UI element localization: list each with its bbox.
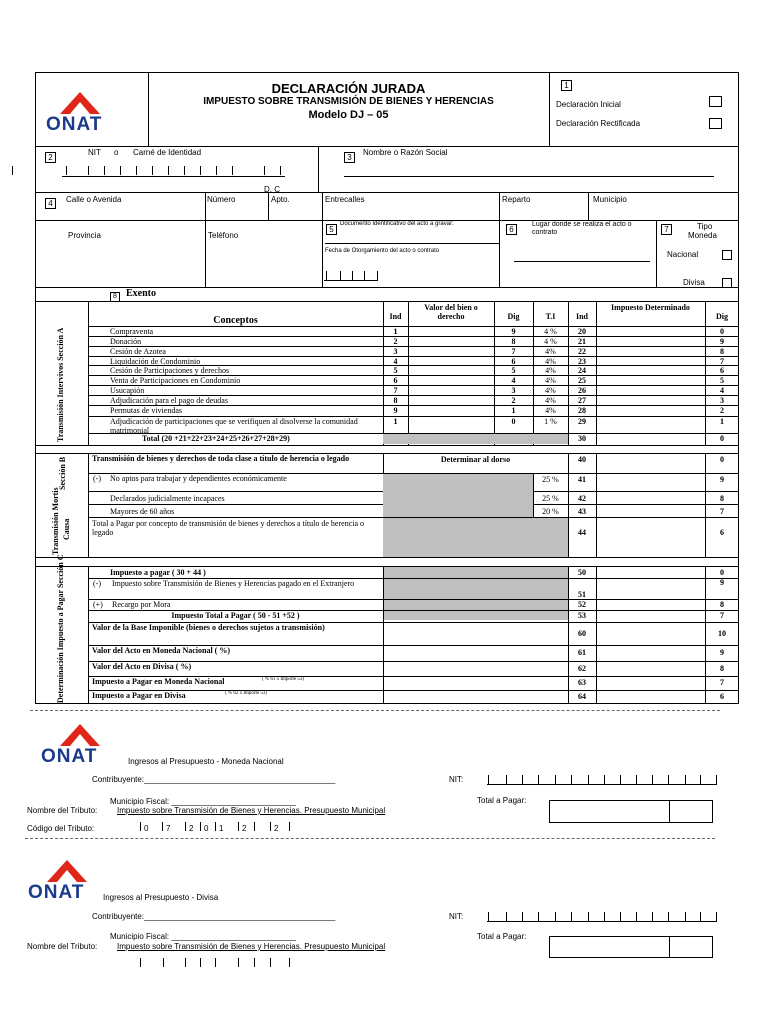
box-3: 3 xyxy=(344,152,355,163)
ti-4: 4% xyxy=(545,366,556,375)
dig-8: 1 xyxy=(511,406,516,415)
box-4: 4 xyxy=(45,198,56,209)
form-model: Modelo DJ – 05 xyxy=(308,109,389,121)
ind-c-3: 53 xyxy=(578,611,586,620)
lugar-line[interactable] xyxy=(514,261,650,262)
nombre-label: Nombre o Razón Social xyxy=(363,148,448,157)
slip2-nit-label: NIT: xyxy=(449,912,464,921)
logo-text: ONAT xyxy=(46,114,103,135)
ind2-2: 22 xyxy=(578,347,586,356)
code-tick xyxy=(270,822,271,831)
code-tick xyxy=(254,822,255,831)
slip1-total-label: Total a Pagar: xyxy=(477,796,527,805)
slip2-logo-text: ONAT xyxy=(28,882,85,903)
carne-label: Carné de Identidad xyxy=(133,148,202,157)
total-label: Total (20 +21+22+23+24+25+26+27+28+29) xyxy=(142,434,290,443)
slip1-codigo-label: Código del Tributo: xyxy=(27,824,95,833)
concept-c-6: Valor del Acto en Divisa ( %) xyxy=(92,662,192,671)
dig-9: 0 xyxy=(511,417,516,426)
ind-9: 1 xyxy=(393,417,398,426)
concept-4: Cesión de Participaciones y derechos xyxy=(110,366,230,375)
dig2-1: 9 xyxy=(720,337,724,346)
ind2-6: 26 xyxy=(578,386,586,395)
code-tick xyxy=(238,822,239,831)
ti-0: 4 % xyxy=(544,327,557,336)
lugar-label: Lugar donde se realiza el acto o contrato xyxy=(532,221,632,236)
note-64: ( % 62 x Importe 53) xyxy=(225,691,268,696)
nombre-line[interactable] xyxy=(344,176,714,177)
ind2-1: 21 xyxy=(578,337,586,346)
box-1: 1 xyxy=(561,80,572,91)
ti-7: 4% xyxy=(545,396,556,405)
dig-5: 4 xyxy=(511,376,516,385)
calle-label: Calle o Avenida xyxy=(66,195,122,204)
code-tick xyxy=(289,822,290,831)
moneda-label: Moneda xyxy=(688,231,717,240)
sign-2: (+) xyxy=(93,600,103,609)
dig-c-2: 8 xyxy=(720,599,724,609)
reparto-label: Reparto xyxy=(502,195,531,204)
slip2-total-label: Total a Pagar: xyxy=(477,932,527,941)
section-b-label-3: Sección B xyxy=(58,456,67,490)
code-digit-0: 0 xyxy=(144,824,149,833)
dig-3: 6 xyxy=(511,357,516,366)
exento-label: Exento xyxy=(126,288,156,299)
slip2-total-box[interactable] xyxy=(549,936,713,958)
ti-9: 1 % xyxy=(544,417,557,426)
header-ind: Ind xyxy=(389,312,402,321)
section-b-label-2: Causa xyxy=(62,518,71,540)
slip1-total-box[interactable] xyxy=(549,800,713,823)
slip1-contribuyente[interactable]: Contribuyente:___________________________________________ xyxy=(92,775,336,784)
concept-c-1: Impuesto sobre Transmisión de Bienes y Herencias pagado en el Extranjero xyxy=(112,579,355,588)
dig2-3: 7 xyxy=(720,357,724,366)
secB-row2-dig: 9 xyxy=(720,475,724,484)
ind-8: 9 xyxy=(393,406,398,415)
sign-1: (-) xyxy=(93,579,101,588)
code-tick xyxy=(140,822,141,831)
ind-c-0: 50 xyxy=(578,567,586,577)
code-tick xyxy=(215,822,216,831)
dig-6: 3 xyxy=(511,386,516,395)
ti-5: 4% xyxy=(545,376,556,385)
slip1-logo-text: ONAT xyxy=(41,746,98,767)
concept-c-5: Valor del Acto en Moneda Nacional ( %) xyxy=(92,646,230,655)
dig-2: 7 xyxy=(511,347,516,356)
dig-c-8: 6 xyxy=(720,692,724,701)
concept-c-4: Valor de la Base Imponible (bienes o derechos sujetos a transmisión) xyxy=(92,623,325,632)
declaracion-inicial-label: Declaración Inicial xyxy=(556,100,621,109)
concept-c-3: Impuesto Total a Pagar ( 50 - 51 +52 ) xyxy=(171,611,300,620)
section-a-label: Transmisión Intervivos Sección A xyxy=(56,327,65,442)
secB-row1: Transmisión de bienes y derechos de toda clase a título de herencia o legado xyxy=(92,454,350,463)
dig2-9: 1 xyxy=(720,417,724,426)
ind-4: 5 xyxy=(393,366,398,375)
ind-3: 4 xyxy=(393,357,398,366)
cut-line-1 xyxy=(30,710,720,711)
ti-8: 4% xyxy=(545,406,556,415)
form-subtitle: IMPUESTO SOBRE TRANSMISIÓN DE BIENES Y HERENCIAS xyxy=(203,96,494,107)
slip2-municipio[interactable]: Municipio Fiscal: ____________________________ xyxy=(110,932,296,941)
code-digit-extra: 2 xyxy=(274,824,279,833)
ind2-3: 23 xyxy=(578,357,586,366)
secB-row2-pct: 25 % xyxy=(542,475,559,484)
documento-label: Documento Identificativo del acto a gravar: xyxy=(340,221,454,227)
secB-row5-dig: 6 xyxy=(720,528,724,537)
dig2-5: 5 xyxy=(720,376,724,385)
concept-c-2: Recargo por Mora xyxy=(112,600,171,609)
secB-row5-ind: 44 xyxy=(578,528,586,537)
ind-c-6: 62 xyxy=(578,663,586,673)
ind2-8: 28 xyxy=(578,406,586,415)
slip2-tributo-label: Nombre del Tributo: xyxy=(27,942,98,951)
nacional-label: Nacional xyxy=(667,250,699,259)
concept-6: Usucapión xyxy=(110,386,145,395)
dig2-0: 0 xyxy=(720,327,724,336)
ti-1: 4 % xyxy=(544,337,557,346)
ind-c-1: 51 xyxy=(578,589,586,599)
box-8: 8 xyxy=(110,292,120,302)
box-2: 2 xyxy=(45,152,56,163)
secB-row1-dig: 0 xyxy=(720,455,724,464)
box-5: 5 xyxy=(326,224,337,235)
ind-7: 8 xyxy=(393,396,398,405)
secB-row4: Mayores de 60 años xyxy=(110,507,175,516)
code-digit-1: 7 xyxy=(166,824,171,833)
secB-row3: Declarados judicialmente incapaces xyxy=(110,494,225,503)
total-dig: 0 xyxy=(720,434,724,443)
divisa-label: Divisa xyxy=(683,278,705,287)
form-title: DECLARACIÓN JURADA xyxy=(271,81,426,96)
apto-label: Apto. xyxy=(271,195,290,204)
ind-c-5: 61 xyxy=(578,648,586,657)
note-63: ( % 61 x Importe 53) xyxy=(262,677,305,682)
ind-c-7: 63 xyxy=(578,678,586,687)
declaracion-inicial-checkbox[interactable] xyxy=(709,96,722,107)
dig2-7: 3 xyxy=(720,396,724,405)
ti-3: 4% xyxy=(545,357,556,366)
ind2-7: 27 xyxy=(578,396,586,405)
dig-1: 8 xyxy=(511,337,516,346)
concept-2: Cesión de Azotea xyxy=(110,347,166,356)
nacional-checkbox[interactable] xyxy=(722,250,732,260)
secB-row3-ind: 42 xyxy=(578,494,586,503)
ind2-4: 24 xyxy=(578,366,586,375)
concept-8: Permutas de viviendas xyxy=(110,406,182,415)
ti-6: 4% xyxy=(545,386,556,395)
ind-c-4: 60 xyxy=(578,628,586,638)
concept-9: Adjudicación de participaciones que se verifiquen al disolverse la comunidad matrimonial xyxy=(110,417,358,435)
secB-row1-det: Determinar al dorso xyxy=(440,455,511,464)
concept-1: Donación xyxy=(110,337,142,346)
fecha-input[interactable] xyxy=(324,280,378,281)
cut-line-2 xyxy=(25,838,715,839)
concept-5: Venta de Participaciones en Condominio xyxy=(110,376,241,385)
secB-row3-pct: 25 % xyxy=(542,494,559,503)
header-valor: Valor del bien o derecho xyxy=(424,303,478,321)
slip1-title: Ingresos al Presupuesto - Moneda Nacional xyxy=(128,757,284,766)
section-c-label: Determinación Impuesto a Pagar Sección C xyxy=(56,554,65,703)
slip2-tributo: Impuesto sobre Transmisión de Bienes y Herencias. Presupuesto Municipal xyxy=(117,942,386,951)
dig-c-3: 7 xyxy=(720,611,724,620)
dig-c-7: 7 xyxy=(720,678,724,687)
ind2-9: 29 xyxy=(578,417,586,426)
code-tick xyxy=(162,822,163,831)
dig-c-4: 10 xyxy=(718,628,726,638)
municipio-label: Municipio xyxy=(593,195,627,204)
nit-label: NIT xyxy=(88,148,101,157)
numero-label: Número xyxy=(207,195,236,204)
secB-row4-ind: 43 xyxy=(578,507,586,516)
secB-row4-dig: 7 xyxy=(720,507,724,516)
section-b-label-1: Transmisión Mortis xyxy=(51,487,60,555)
total-ind: 30 xyxy=(578,434,586,443)
concept-7: Adjudicación para el pago de deudas xyxy=(110,396,228,405)
header-dig2: Dig xyxy=(716,312,728,321)
dig2-8: 2 xyxy=(720,406,724,415)
total-shade xyxy=(383,434,568,444)
concept-0: Compraventa xyxy=(110,327,154,336)
nit-o: o xyxy=(114,148,119,157)
dig-4: 5 xyxy=(511,366,516,375)
dig2-6: 4 xyxy=(720,386,724,395)
box-7: 7 xyxy=(661,224,672,235)
fecha-label: Fecha de Otorgamiento del acto o contrato xyxy=(325,248,440,254)
entrecalles-label: Entrecalles xyxy=(325,195,365,204)
dig2-4: 6 xyxy=(720,366,724,375)
ind-c-8: 64 xyxy=(578,692,586,701)
declaracion-rectificada-checkbox[interactable] xyxy=(709,118,722,129)
secB-row3-dig: 8 xyxy=(720,494,724,503)
dig-7: 2 xyxy=(511,396,516,405)
tipo-label: Tipo xyxy=(697,222,713,231)
slip1-logo xyxy=(40,722,130,768)
ind-c-2: 52 xyxy=(578,599,586,609)
code-digit-4: 1 xyxy=(219,824,224,833)
telefono-label: Teléfono xyxy=(208,231,239,240)
dig2-2: 8 xyxy=(720,347,724,356)
slip1-tributo: Impuesto sobre Transmisión de Bienes y Herencias. Presupuesto Municipal xyxy=(117,806,386,815)
secB-row2: No aptos para trabajar y dependientes económicamente xyxy=(110,474,287,483)
slip2-title: Ingresos al Presupuesto - Divisa xyxy=(103,893,219,902)
slip1-municipio[interactable]: Municipio Fiscal: ____________________________ xyxy=(110,797,296,806)
dig-c-5: 9 xyxy=(720,648,724,657)
onat-logo xyxy=(40,90,130,134)
code-digit-2: 2 xyxy=(189,824,194,833)
secB-row1-ind: 40 xyxy=(578,455,586,464)
ind-6: 7 xyxy=(393,386,398,395)
code-tick xyxy=(200,822,201,831)
ind2-5: 25 xyxy=(578,376,586,385)
header-ind2: Ind xyxy=(575,312,588,321)
code-tick xyxy=(185,822,186,831)
header-dig: Dig xyxy=(507,312,520,321)
secB-row5: Total a Pagar por concepto de transmisión de bienes y derechos a título de herencia o legado xyxy=(92,519,365,537)
concept-c-8: Impuesto a Pagar en Divisa xyxy=(92,691,186,700)
provincia-label: Provincia xyxy=(68,231,101,240)
dc-label: D. C xyxy=(264,185,280,194)
ind-1: 2 xyxy=(393,337,398,346)
ind2-0: 20 xyxy=(578,327,586,336)
ti-2: 4% xyxy=(545,347,556,356)
box-6: 6 xyxy=(506,224,517,235)
concept-c-0: Impuesto a pagar ( 30 + 44 ) xyxy=(110,568,206,577)
secB-row2-ind: 41 xyxy=(578,475,586,484)
header-ti: T.I xyxy=(545,312,556,321)
ind-5: 6 xyxy=(393,376,398,385)
secB-row2-sign: (-) xyxy=(93,474,101,483)
dig-0: 9 xyxy=(511,327,516,336)
concept-c-7: Impuesto a Pagar en Moneda Nacional xyxy=(92,677,225,686)
declaracion-rectificada-label: Declaración Rectificada xyxy=(556,119,641,128)
concept-3: Liquidación de Condominio xyxy=(110,357,201,366)
code-digit-5: 2 xyxy=(242,824,247,833)
code-digit-3: 0 xyxy=(204,824,209,833)
slip1-nit-label: NIT: xyxy=(449,775,464,784)
ind-0: 1 xyxy=(393,327,398,336)
slip1-tributo-label: Nombre del Tributo: xyxy=(27,806,98,815)
dig-c-6: 8 xyxy=(720,663,724,673)
dig-c-0: 0 xyxy=(720,567,724,577)
slip2-contribuyente[interactable]: Contribuyente:___________________________________________ xyxy=(92,912,336,921)
secB-row4-pct: 20 % xyxy=(542,507,559,516)
ind-2: 3 xyxy=(393,347,398,356)
dig-c-1: 9 xyxy=(720,578,724,587)
header-conceptos: Conceptos xyxy=(213,315,258,326)
header-impuesto: Impuesto Determinado xyxy=(611,303,690,312)
